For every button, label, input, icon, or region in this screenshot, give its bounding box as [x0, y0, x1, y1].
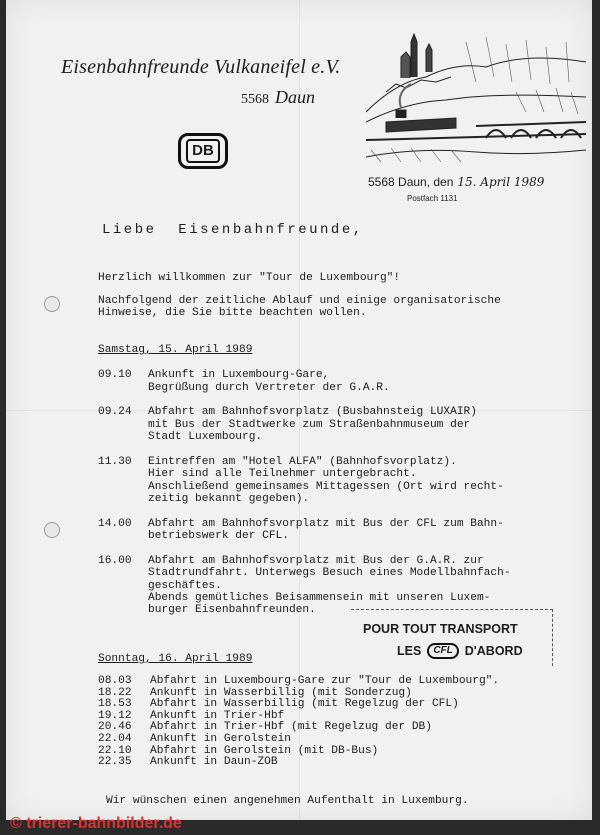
day2-schedule [98, 676, 499, 769]
schedule-time: 11.30 [98, 455, 132, 468]
schedule-time: 08.03 [98, 675, 132, 687]
schedule-text: Eintreffen am "Hotel ALFA" (Bahnhofsvorplatz). Hier sind alle Teilnehmer untergebracht. Anschließend gemeinsames Mittagessen (Ort wird recht- zeitig bekannt gegeben). [148, 455, 504, 505]
punch-hole [44, 522, 60, 538]
watermark: © trierer-bahnbilder.de [10, 815, 182, 832]
schedule-time: 09.24 [98, 406, 132, 418]
cfl-stamp [351, 609, 553, 666]
punch-hole [44, 296, 60, 312]
evening-line-2: burger Eisenbahnfreunden. [148, 604, 316, 616]
schedule-time: 22.04 [98, 732, 132, 745]
schedule-text: Ankunft in Gerolstein [150, 732, 291, 745]
schedule-text: Abfahrt am Bahnhofsvorplatz mit Bus der CFL zum Bahn- betriebswerk der CFL. [148, 517, 504, 542]
schedule-text: Ankunft in Wasserbillig (mit Sonderzug) [150, 686, 412, 699]
postfach: Postfach 1131 [407, 194, 458, 203]
schedule-text: Ankunft in Luxembourg-Gare, Begrüßung durch Vertreter der G.A.R. [148, 369, 390, 394]
db-logo [178, 133, 228, 169]
landscape-sketch-illustration [366, 22, 586, 167]
schedule-text: Abfahrt am Bahnhofsvorplatz mit Bus der G.A.R. zur Stadtrundfahrt. Unterwegs Besuch eines Modellbahnfach- geschäftes. [148, 554, 511, 592]
info-line-2: Hinweise, die Sie bitte beachten wollen. [98, 307, 367, 319]
evening-line-1: Abends gemütliches Beisammensein mit unseren Luxem- [148, 592, 491, 604]
dateline [368, 175, 544, 189]
stamp-line-2 [397, 643, 523, 659]
schedule-time: 18.22 [98, 686, 132, 699]
schedule-text: Abfahrt in Wasserbillig (mit Regelzug der CFL) [150, 698, 459, 711]
schedule-row [98, 406, 511, 444]
schedule-text: Abfahrt in Luxembourg-Gare zur "Tour de Luxembourg". [150, 675, 500, 687]
dateline-prefix: 5568 Daun, den [368, 175, 454, 189]
schedule-row [98, 757, 499, 769]
schedule-time: 14.00 [98, 517, 132, 530]
schedule-text: Ankunft in Daun-ZOB [150, 756, 278, 769]
info-line-1: Nachfolgend der zeitliche Ablauf und einige organisatorische [98, 295, 501, 307]
closing-line: Wir wünschen einen angenehmen Aufenthalt in Luxemburg. [106, 795, 469, 807]
schedule-text: Abfahrt am Bahnhofsvorplatz (Busbahnsteig LUXAIR) mit Bus der Stadtwerke zum Straßenbahnmuseum der Stadt Luxembourg. [148, 406, 477, 443]
schedule-time: 16.00 [98, 554, 132, 567]
stamp-line-1: POUR TOUT TRANSPORT [363, 622, 518, 636]
postal-code: 5568 [241, 92, 269, 107]
db-logo-text: DB [186, 139, 220, 163]
day2-heading: Sonntag, 16. April 1989 [98, 653, 253, 665]
welcome-line: Herzlich willkommen zur "Tour de Luxembourg"! [98, 272, 401, 284]
town: Daun [275, 87, 315, 107]
letter-page [6, 0, 592, 820]
club-city [241, 87, 315, 108]
day1-schedule [98, 369, 511, 604]
schedule-row [98, 518, 511, 543]
schedule-row [98, 555, 511, 593]
schedule-time: 19.12 [98, 709, 132, 722]
stamp-prefix: LES [397, 644, 422, 658]
stamp-suffix: D'ABORD [464, 644, 523, 658]
schedule-time: 20.46 [98, 721, 132, 734]
day1-heading: Samstag, 15. April 1989 [98, 344, 253, 356]
schedule-text: Abfahrt in Gerolstein (mit DB-Bus) [150, 744, 379, 757]
schedule-row [98, 369, 511, 394]
schedule-text: Ankunft in Trier-Hbf [150, 709, 285, 722]
schedule-row [98, 456, 511, 506]
schedule-time: 22.10 [98, 744, 132, 757]
schedule-text: Abfahrt in Trier-Hbf (mit Regelzug der DB) [150, 721, 432, 734]
club-name: Eisenbahnfreunde Vulkaneifel e.V. [61, 56, 341, 78]
schedule-row [98, 676, 499, 688]
schedule-time: 22.35 [98, 756, 132, 769]
cfl-logo: CFL [427, 643, 458, 659]
schedule-time: 09.10 [98, 369, 132, 381]
schedule-time: 18.53 [98, 698, 132, 711]
handwritten-date: 15. April 1989 [457, 175, 545, 189]
salutation: Liebe Eisenbahnfreunde, [102, 222, 364, 238]
schedule-row [98, 734, 499, 746]
